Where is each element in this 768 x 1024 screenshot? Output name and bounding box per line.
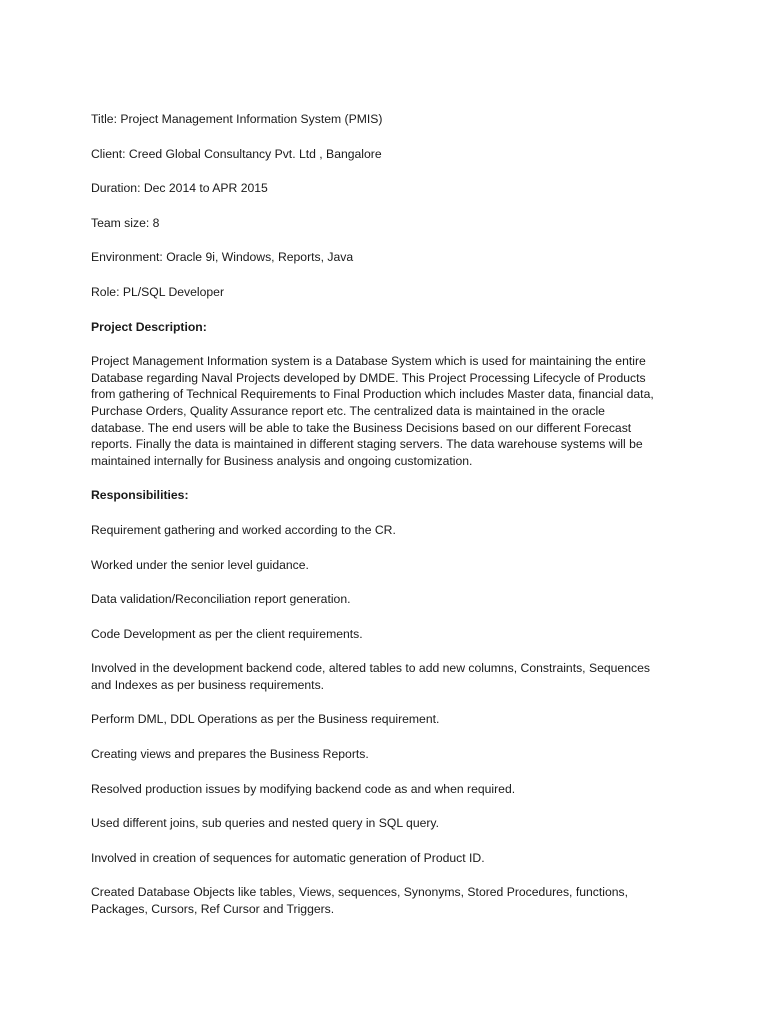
project-description-paragraph <box>91 353 679 469</box>
responsibility-line: Involved in the development backend code, altered tables to add new columns, Constraints, Sequences <box>91 661 650 676</box>
responsibilities-heading: Responsibilities: <box>91 488 189 503</box>
responsibility-line: Requirement gathering and worked according to the CR. <box>91 522 396 537</box>
project-role: Role: PL/SQL Developer <box>91 284 225 299</box>
responsibility-item <box>91 660 679 693</box>
responsibility-item <box>91 522 679 539</box>
document-body <box>91 111 679 918</box>
project-title: Title: Project Management Information System (PMIS) <box>91 112 383 126</box>
project-duration: Duration: Dec 2014 to APR 2015 <box>91 181 268 196</box>
responsibility-item <box>91 591 679 608</box>
project-description-heading: Project Description: <box>91 319 207 334</box>
description-line: reports. Finally the data is maintained in different staging servers. The data warehouse systems will be <box>91 437 643 452</box>
responsibility-line: Created Database Objects like tables, Views, sequences, Synonyms, Stored Procedures, functions, <box>91 885 628 900</box>
responsibility-line: Data validation/Reconciliation report generation. <box>91 592 351 607</box>
project-environment: Environment: Oracle 9i, Windows, Reports, Java <box>91 250 354 265</box>
responsibility-item <box>91 781 679 798</box>
description-line: Project Management Information system is a Database System which is used for maintaining the entire <box>91 354 646 369</box>
responsibility-line: Worked under the senior level guidance. <box>91 557 309 572</box>
responsibility-line: Code Development as per the client requirements. <box>91 626 363 641</box>
responsibility-line: Involved in creation of sequences for automatic generation of Product ID. <box>91 850 485 865</box>
description-line: from gathering of Technical Requirements to Final Production which includes Master data, financial data, <box>91 387 654 402</box>
responsibility-item <box>91 815 679 832</box>
description-line: maintained internally for Business analysis and ongoing customization. <box>91 453 473 468</box>
project-team-size: Team size: 8 <box>91 215 160 230</box>
description-line: Purchase Orders, Quality Assurance report etc. The centralized data is maintained in the oracle <box>91 403 605 418</box>
responsibility-item <box>91 884 679 917</box>
responsibility-line: Perform DML, DDL Operations as per the Business requirement. <box>91 712 440 727</box>
description-line: database. The end users will be able to take the Business Decisions based on our different Forecast <box>91 420 632 435</box>
responsibility-line: Resolved production issues by modifying backend code as and when required. <box>91 781 516 796</box>
responsibility-line: and Indexes as per business requirements. <box>91 677 325 692</box>
responsibility-item <box>91 850 679 867</box>
responsibility-item <box>91 626 679 643</box>
responsibility-line: Creating views and prepares the Business Reports. <box>91 747 369 762</box>
responsibility-item <box>91 711 679 728</box>
responsibility-line: Used different joins, sub queries and nested query in SQL query. <box>91 816 440 831</box>
responsibility-line: Packages, Cursors, Ref Cursor and Triggers. <box>91 902 335 917</box>
description-line: Database regarding Naval Projects developed by DMDE. This Project Processing Lifecycle of Products <box>91 370 646 385</box>
responsibility-item <box>91 557 679 574</box>
responsibility-item <box>91 746 679 763</box>
project-client: Client: Creed Global Consultancy Pvt. Ltd , Bangalore <box>91 146 382 161</box>
